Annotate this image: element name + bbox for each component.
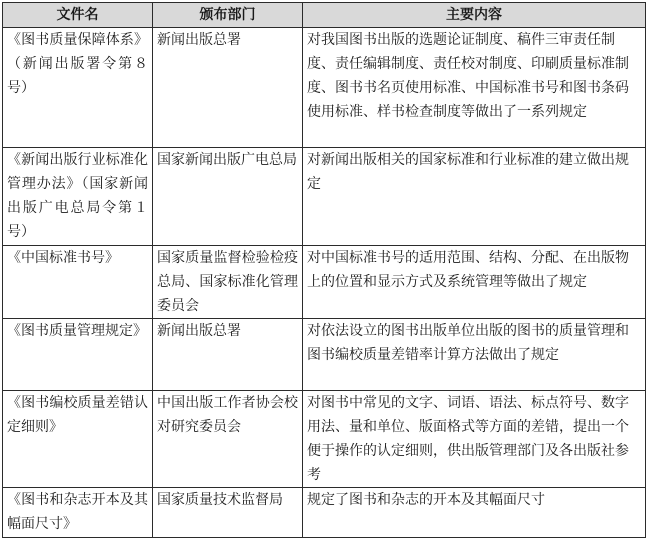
table-row <box>3 488 646 538</box>
cell-content: 对依法设立的图书出版单位出版的图书的质量管理和图书编校质量差错率计算方法做出了规定 <box>303 319 646 391</box>
table-row <box>3 319 646 391</box>
regulations-table <box>2 2 646 538</box>
table-row <box>3 148 646 246</box>
cell-content: 规定了图书和杂志的开本及其幅面尺寸 <box>303 488 646 538</box>
cell-department: 新闻出版总署 <box>153 319 303 391</box>
table-row <box>3 391 646 488</box>
cell-filename: 《图书编校质量差错认定细则》 <box>3 391 153 488</box>
header-filename: 文件名 <box>3 3 153 28</box>
cell-content: 对中国标准书号的适用范围、结构、分配、在出版物上的位置和显示方式及系统管理等做出了规定 <box>303 246 646 319</box>
cell-department: 中国出版工作者协会校对研究委员会 <box>153 391 303 488</box>
header-row <box>3 3 646 28</box>
cell-department: 新闻出版总署 <box>153 28 303 148</box>
header-content: 主要内容 <box>303 3 646 28</box>
cell-filename: 《中国标准书号》 <box>3 246 153 319</box>
cell-department: 国家质量技术监督局 <box>153 488 303 538</box>
cell-content: 对我国图书出版的选题论证制度、稿件三审责任制度、责任编辑制度、责任校对制度、印刷质量标准制度、图书书名页使用标准、中国标准书号和图书条码使用标准、样书检查制度等做出了一系列规定 <box>303 28 646 148</box>
cell-content: 对新闻出版相关的国家标准和行业标准的建立做出规定 <box>303 148 646 246</box>
cell-content: 对图书中常见的文字、词语、语法、标点符号、数字用法、量和单位、版面格式等方面的差错，提出一个便于操作的认定细则，供出版管理部门及各出版社参考 <box>303 391 646 488</box>
header-department: 颁布部门 <box>153 3 303 28</box>
table-row <box>3 28 646 148</box>
cell-filename: 《图书和杂志开本及其幅面尺寸》 <box>3 488 153 538</box>
cell-filename: 《新闻出版行业标准化管理办法》（国家新闻出版广电总局令第１号） <box>3 148 153 246</box>
table-row <box>3 246 646 319</box>
cell-filename: 《图书质量管理规定》 <box>3 319 153 391</box>
cell-department: 国家质量监督检验检疫总局、国家标准化管理委员会 <box>153 246 303 319</box>
cell-department: 国家新闻出版广电总局 <box>153 148 303 246</box>
cell-filename: 《图书质量保障体系》（新闻出版署令第８号） <box>3 28 153 148</box>
